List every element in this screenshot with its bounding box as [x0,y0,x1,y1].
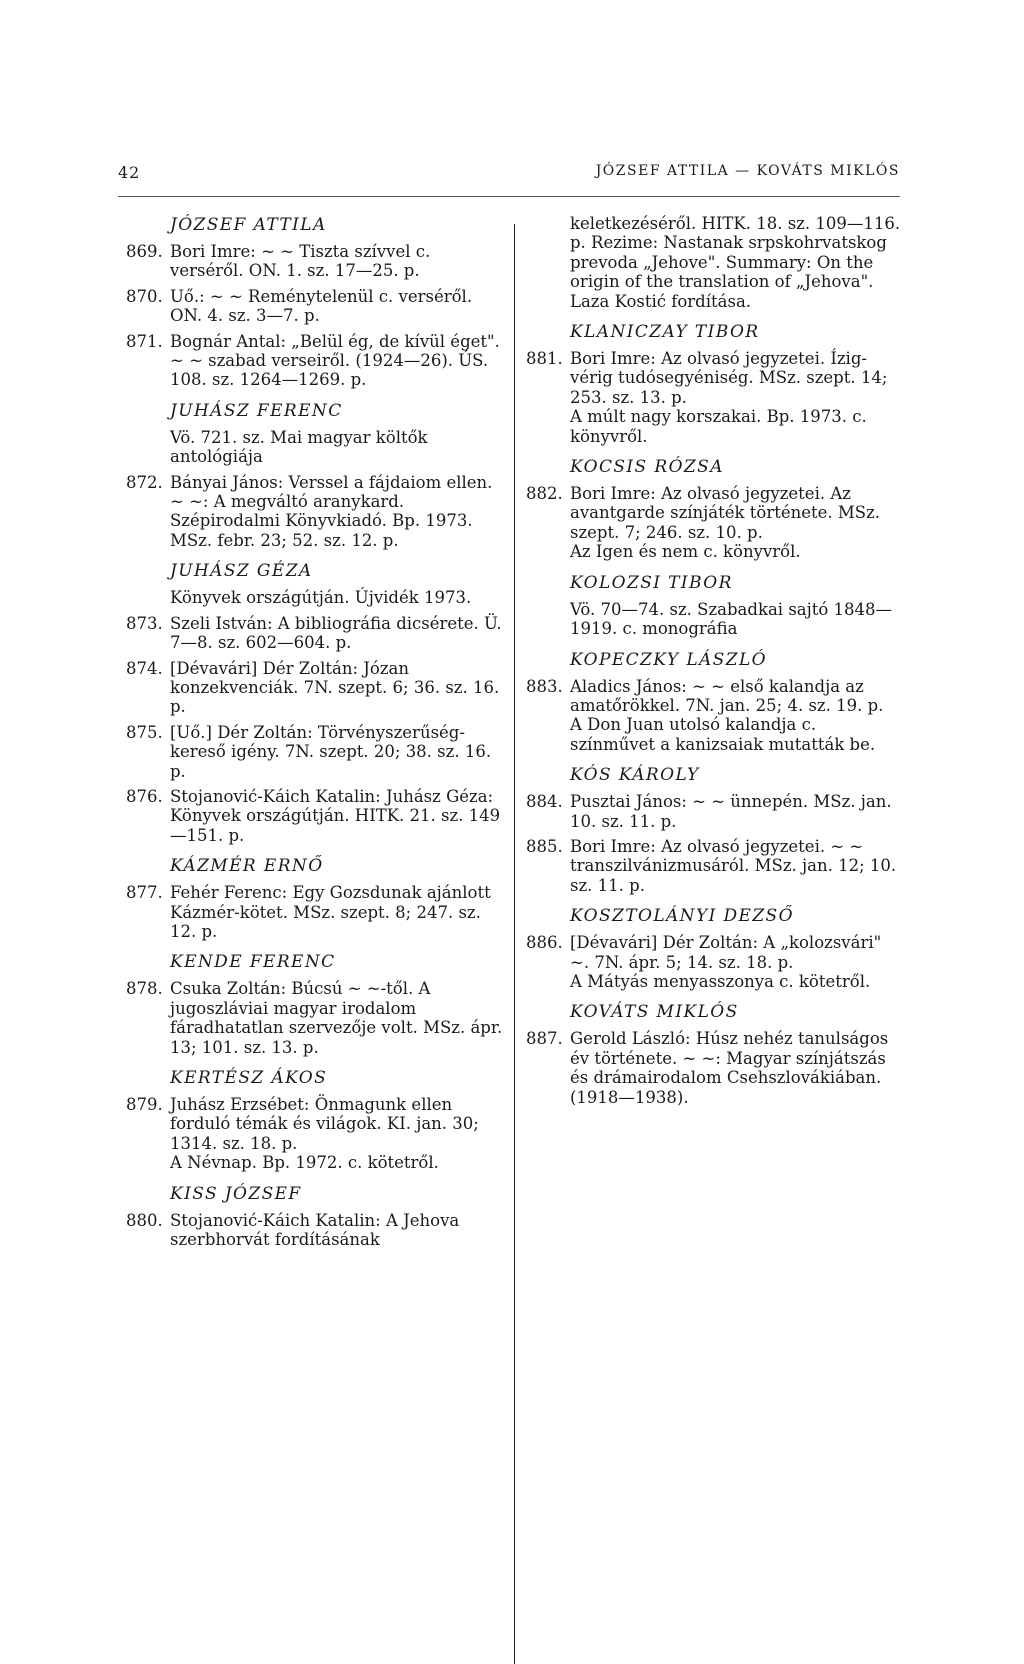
section-heading: KENDE FERENC [170,952,336,973]
section-heading: JUHÁSZ GÉZA [170,561,313,582]
entry-annotation: A Mátyás menyasszonya c. kötetről. [570,971,871,991]
entry-text: Csuka Zoltán: Búcsú ~ ~-től. A jugoszláviai magyar irodalom fáradhatatlan szervezője volt. MSz. ápr. 13; 101. sz. 13. p. [170,979,503,1057]
section-heading: KLANICZAY TIBOR [570,322,760,343]
entry-number: 876. [126,786,163,806]
entry-text: Bori Imre: Az olvasó jegyzetei. Az avantgarde színjáték története. MSz. szept. 7; 246. sz. 10. p. [570,484,881,542]
bibliography-entry [526,837,904,895]
right-column [526,214,904,1113]
section-heading: KOVÁTS MIKLÓS [570,1002,739,1023]
bibliography-entry [126,1095,504,1173]
entry-number: 883. [526,676,563,696]
entry-number: 875. [126,722,163,742]
entry-text: [Dévavári] Dér Zoltán: A „kolozsvári" ~. 7N. ápr. 5; 14. sz. 18. p. [570,933,882,972]
entry-text: Bori Imre: Az olvasó jegyzetei. Ízig-vérig tudósegyéniség. MSz. szept. 14; 253. sz. 13. p. [570,349,888,407]
entry-number: 882. [526,484,563,504]
bibliography-entry [526,349,904,446]
bibliography-entry [526,933,904,991]
entry-text: Stojanović-Káich Katalin: A Jehova szerbhorvát fordításának [170,1210,460,1250]
entry-number: 873. [126,613,163,633]
entry-text: Fehér Ferenc: Egy Gozsdunak ajánlott Kázmér-kötet. MSz. szept. 8; 247. sz. 12. p. [170,883,491,941]
page-header [118,163,900,191]
entry-continuation: keletkezéséről. HITK. 18. sz. 109—116. p. Rezime: Nastanak srpskohrvatskog prevoda „Jehove". Summary: On the origin of the translation of „Jehova". Laza Kostić fordítása. [570,214,901,311]
bibliography-entry [526,677,904,755]
bibliography-entry [526,792,904,831]
entry-number: 881. [526,349,563,369]
entry-text: Bori Imre: ~ ~ Tiszta szívvel c. verséről. ON. 1. sz. 17—25. p. [170,242,431,281]
entry-text: Aladics János: ~ ~ első kalandja az amatőrökkel. 7N. jan. 25; 4. sz. 19. p. [570,676,884,715]
entry-annotation: Az Igen és nem c. könyvről. [570,542,801,562]
section-heading: JUHÁSZ FERENC [170,400,343,421]
section-heading: KOSZTOLÁNYI DEZSŐ [570,906,794,927]
entry-number: 877. [126,883,163,903]
entry-text: Bori Imre: Az olvasó jegyzetei. ~ ~ transzilvánizmusáról. MSz. jan. 12; 10. sz. 11. p. [570,836,897,895]
entry-number: 878. [126,979,163,999]
bibliography-entry [526,1029,904,1107]
bibliography-entry [126,287,504,326]
entry-number: 871. [126,331,163,351]
entry-text: [Dévavári] Dér Zoltán: Józan konzekvenciák. 7N. szept. 6; 36. sz. 16. p. [170,658,500,717]
page-number: 42 [118,163,141,182]
entry-number: 869. [126,242,163,261]
entry-text: Szeli István: A bibliográfia dicsérete. Ü. 7—8. sz. 602—604. p. [170,613,502,653]
bibliography-entry [126,883,504,941]
entry-annotation: A Névnap. Bp. 1972. c. kötetről. [170,1153,439,1173]
section-heading: KOPECZKY LÁSZLÓ [570,649,767,670]
entry-number: 886. [526,933,563,953]
column-divider [514,224,515,1664]
entry-text: Juhász Erzsébet: Önmagunk ellen forduló témák és világok. KI. jan. 30; 1314. sz. 18. p. [170,1095,479,1153]
cross-reference-note: Könyvek országútján. Újvidék 1973. [170,588,472,608]
entry-number: 884. [526,792,563,812]
section-heading: KÓS KÁROLY [570,765,700,786]
entry-text: [Uő.] Dér Zoltán: Törvényszerűség-kereső igény. 7N. szept. 20; 38. sz. 16. p. [170,722,492,781]
entry-annotation: A múlt nagy korszakai. Bp. 1973. c. könyvről. [570,407,867,446]
cross-reference-note: Vö. 721. sz. Mai magyar költők antológiája [170,427,428,467]
entry-text: Gerold László: Húsz nehéz tanulságos év története. ~ ~: Magyar színjátszás és drámairodalom Csehszlovákiában. (1918—1938). [570,1029,889,1107]
bibliography-entry [126,473,504,551]
left-column [126,214,504,1255]
bibliography-entry [126,614,504,653]
section-heading: KÁZMÉR ERNŐ [170,856,324,877]
entry-text: Uő.: ~ ~ Reménytelenül c. verséről. ON. 4. sz. 3—7. p. [170,286,473,326]
bibliography-entry [126,979,504,1057]
entry-number: 872. [126,472,163,492]
bibliography-entry [126,659,504,717]
entry-number: 887. [526,1029,563,1049]
entry-number: 885. [526,836,563,856]
entry-text: Bognár Antal: „Belül ég, de kívül éget". ~ ~ szabad verseiről. (1924—26). ÚS. 108. sz. 1264—1269. p. [170,331,500,390]
entry-number: 870. [126,286,163,306]
entry-text: Stojanović-Káich Katalin: Juhász Géza: Könyvek országútján. HITK. 21. sz. 149—151. p. [170,786,501,845]
header-rule [118,196,900,197]
section-heading: KERTÉSZ ÁKOS [170,1068,328,1088]
section-heading: JÓZSEF ATTILA [170,215,327,235]
section-heading: KISS JÓZSEF [170,1183,302,1204]
bibliography-entry [126,723,504,781]
entry-annotation: A Don Juan utolsó kalandja c. színművet a kanizsaiak mutatták be. [570,715,876,754]
bibliography-entry [126,787,504,845]
bibliography-entry [126,1211,504,1250]
entry-number: 879. [126,1095,163,1114]
cross-reference-note: Vö. 70—74. sz. Szabadkai sajtó 1848—1919. c. monográfia [570,599,893,639]
bibliography-entry [526,484,904,562]
entry-number: 880. [126,1210,163,1230]
entry-text: Bányai János: Verssel a fájdaiom ellen. ~ ~: A megváltó aranykard. Szépirodalmi Könyvkiadó. Bp. 1973. MSz. febr. 23; 52. sz. 12. p. [170,472,493,550]
bibliography-entry [126,242,504,281]
entry-number: 874. [126,658,163,678]
entry-text: Pusztai János: ~ ~ ünnepén. MSz. jan. 10. sz. 11. p. [570,792,892,831]
bibliography-entry [126,332,504,390]
section-heading: KOCSIS RÓZSA [570,457,724,478]
section-heading: KOLOZSI TIBOR [570,572,733,593]
running-head: JÓZSEF ATTILA — KOVÁTS MIKLÓS [595,163,900,179]
